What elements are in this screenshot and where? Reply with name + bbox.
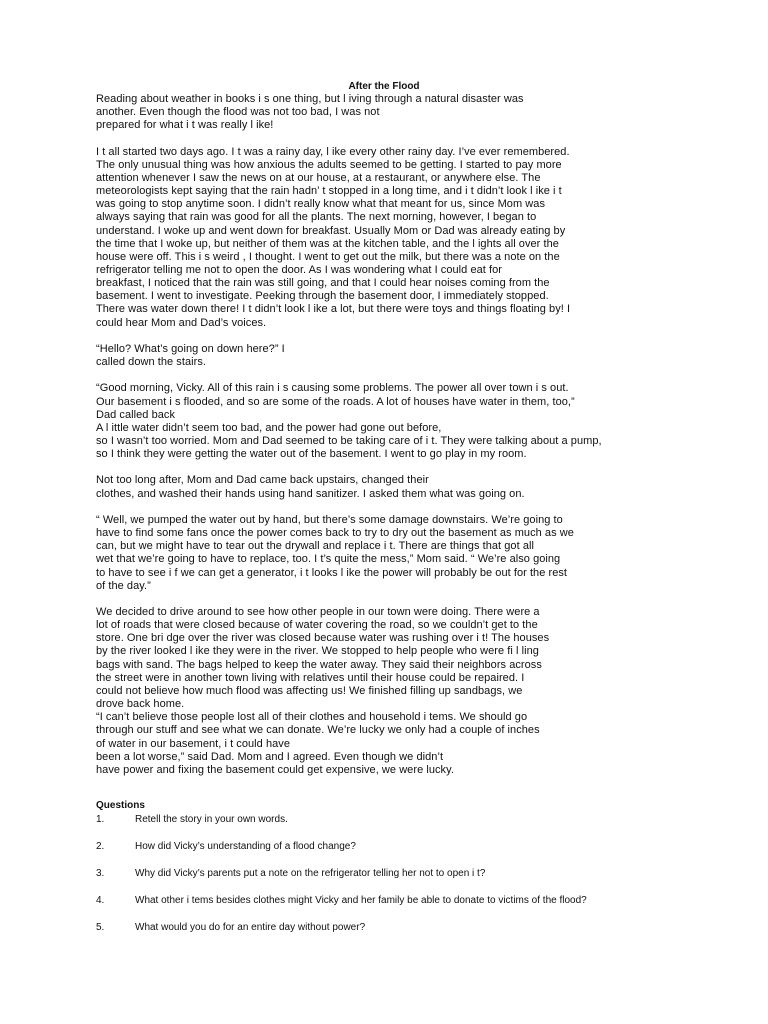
- paragraph-gap: [96, 593, 696, 606]
- story-line: called down the stairs.: [96, 356, 206, 369]
- story-line: store. One bri dge over the river was closed because water was rushing over i t! The houses: [96, 632, 550, 645]
- story-line: bags with sand. The bags helped to keep the water away. They said their neighbors across: [96, 658, 542, 671]
- question-number: 1.: [96, 814, 105, 825]
- question-item: [96, 867, 696, 880]
- question-gap: [96, 826, 696, 839]
- question-number: 4.: [96, 895, 105, 906]
- story-paragraph: [96, 606, 696, 777]
- questions-section: [96, 799, 696, 934]
- story-line: could not believe how much flood was affecting us! We finished filling up sandbags, we: [96, 684, 523, 697]
- story-line: “ Well, we pumped the water out by hand, but there’s some damage downstairs. We’re going to: [96, 513, 563, 526]
- paragraph-gap: [96, 132, 696, 145]
- story-line: the street were in another town living with relatives until their house could be repaired. I: [96, 671, 525, 684]
- story-paragraph: [96, 474, 696, 500]
- story-line: have to find some fans once the power comes back to try to dry out the basement as much as we: [96, 527, 574, 540]
- story-line: could hear Mom and Dad’s voices.: [96, 316, 267, 329]
- story-line: the time that I woke up, but neither of them was at the kitchen table, and the l ights all over the: [96, 237, 559, 250]
- paragraph-gap: [96, 501, 696, 514]
- story-line: Dad called back: [96, 408, 176, 421]
- story-paragraph: [96, 514, 696, 593]
- question-text: What other i tems besides clothes might Vicky and her family be able to donate to victims of the flood?: [135, 895, 587, 906]
- question-item: [96, 840, 696, 853]
- question-gap: [96, 880, 696, 893]
- story-line: wet that we’re going to have to replace, too. I t’s quite the mess,” Mom said. “ We’re also going: [96, 553, 561, 566]
- story-line: Not too long after, Mom and Dad came back upstairs, changed their: [96, 474, 429, 487]
- story-line: house were off. This i s weird , I thought. I went to get out the milk, but there was a note on the: [96, 250, 560, 263]
- story-line: “Good morning, Vicky. All of this rain i s causing some problems. The power all over town i s out.: [96, 382, 569, 395]
- story-line: to have to see i f we can get a generator, i t looks l ike the power will probably be out for the rest: [96, 566, 568, 579]
- story-line: “I can’t believe those people lost all of their clothes and household i tems. We should go: [96, 711, 528, 724]
- story-line: The only unusual thing was how anxious the adults seemed to be getting. I started to pay more: [96, 158, 562, 171]
- story-line: always saying that rain was good for all the plants. The next morning, however, I began to: [96, 211, 537, 224]
- story-line: through our stuff and see what we can donate. We’re lucky we only had a couple of inches: [96, 724, 540, 737]
- story-paragraph: [96, 343, 696, 369]
- question-text: Retell the story in your own words.: [135, 814, 288, 825]
- story-line: attention whenever I saw the news on at our house, at a restaurant, or anywhere else. The: [96, 171, 541, 184]
- story-line: clothes, and washed their hands using hand sanitizer. I asked them what was going on.: [96, 487, 525, 500]
- question-gap: [96, 907, 696, 920]
- story-line: “Hello? What’s going on down here?” I: [96, 342, 285, 355]
- story-line: drove back home.: [96, 698, 185, 711]
- story-line: I t all started two days ago. I t was a rainy day, l ike every other rainy day. I’ve ever remembered.: [96, 145, 570, 158]
- story-line: of the day.”: [96, 579, 151, 592]
- question-number: 5.: [96, 922, 105, 933]
- story-line: refrigerator telling me not to open the door. As I was wondering what I could eat for: [96, 264, 502, 277]
- question-gap: [96, 853, 696, 866]
- question-number: 3.: [96, 868, 105, 879]
- story-line: There was water down there! I t didn’t look l ike a lot, but there were toys and things floating by! I: [96, 303, 571, 316]
- question-text: How did Vicky’s understanding of a flood change?: [135, 841, 356, 852]
- story-line: A l ittle water didn’t seem too bad, and the power had gone out before,: [96, 421, 442, 434]
- document-title: After the Flood: [348, 81, 420, 92]
- questions-heading: Questions: [96, 800, 145, 811]
- story-line: basement. I went to investigate. Peeking through the basement door, I immediately stopped.: [96, 290, 549, 303]
- story-line: of water in our basement, i t could have: [96, 737, 290, 750]
- story-line: Our basement i s flooded, and so are some of the roads. A lot of houses have water in them, too,”: [96, 395, 575, 408]
- paragraph-gap: [96, 461, 696, 474]
- story-paragraph: [96, 93, 696, 132]
- story-line: was going to stop anytime soon. I didn’t really know what that meant for us, since Mom was: [96, 198, 545, 211]
- story-line: can, but we might have to tear out the drywall and replace i t. There are things that got all: [96, 540, 534, 553]
- story-line: by the river looked l ike they were in the river. We stopped to help people who were fi l ling: [96, 645, 539, 658]
- paragraph-gap: [96, 369, 696, 382]
- question-text: What would you do for an entire day without power?: [135, 922, 366, 933]
- story-line: We decided to drive around to see how other people in our town were doing. There were a: [96, 606, 540, 618]
- question-item: [96, 813, 696, 826]
- story-line: breakfast, I noticed that the rain was still going, and that I could hear noises coming from the: [96, 277, 550, 290]
- question-item: [96, 894, 696, 907]
- story-line: prepared for what i t was really l ike!: [96, 119, 274, 132]
- story-line: Reading about weather in books i s one thing, but l iving through a natural disaster was: [96, 93, 524, 105]
- paragraph-gap: [96, 330, 696, 343]
- story-body: [96, 93, 696, 777]
- story-line: so I think they were getting the water out of the basement. I went to go play in my room.: [96, 448, 527, 461]
- story-paragraph: [96, 146, 696, 330]
- question-number: 2.: [96, 841, 105, 852]
- story-line: meteorologists kept saying that the rain hadn’ t stopped in a long time, and i t didn’t look l ike i t: [96, 185, 562, 198]
- story-line: lot of roads that were closed because of water covering the road, so we couldn’t get to the: [96, 619, 538, 632]
- story-line: have power and fixing the basement could get expensive, we were lucky.: [96, 763, 454, 776]
- story-line: understand. I woke up and went down for breakfast. Usually Mom or Dad was already eating by: [96, 224, 566, 237]
- story-line: so I wasn’t too worried. Mom and Dad seemed to be taking care of i t. They were talking about a pump,: [96, 435, 602, 448]
- question-text: Why did Vicky’s parents put a note on the refrigerator telling her not to open i t?: [135, 868, 486, 879]
- story-line: another. Even though the flood was not too bad, I was not: [96, 106, 380, 119]
- story-paragraph: [96, 382, 696, 461]
- story-line: been a lot worse,” said Dad. Mom and I agreed. Even though we didn’t: [96, 750, 444, 763]
- question-item: [96, 921, 696, 934]
